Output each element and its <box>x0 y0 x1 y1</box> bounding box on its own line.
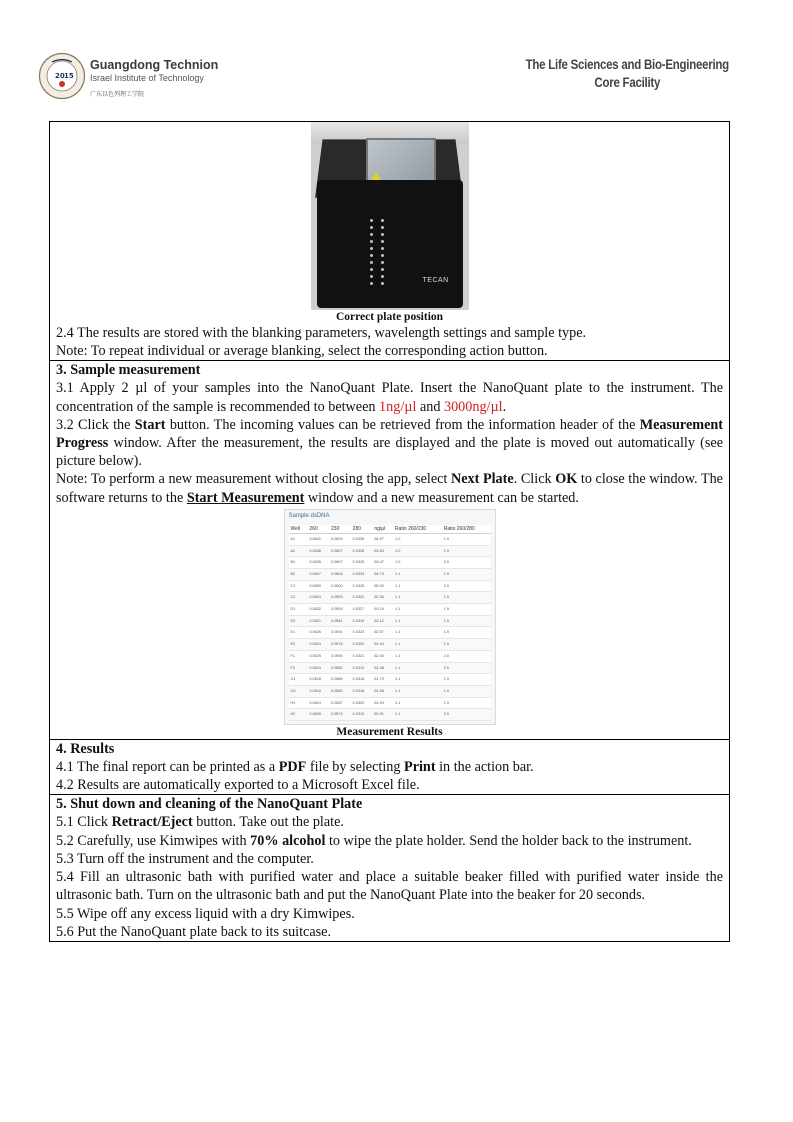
results-cell: 0.0626 <box>307 627 329 639</box>
measurement-results-screenshot <box>284 509 496 725</box>
step-5-6: 5.6 Put the NanoQuant plate back to its suitcase. <box>56 923 332 940</box>
section-shutdown <box>50 794 729 940</box>
results-row <box>289 674 491 686</box>
step-2-4: 2.4 The results are stored with the blanking parameters, wavelength settings and sample type. <box>56 325 587 341</box>
svg-text:20: 20 <box>55 72 65 80</box>
results-cell: 0.0594 <box>329 650 351 662</box>
results-cell: 0.0312 <box>351 662 373 674</box>
results-cell: E1 <box>289 627 308 639</box>
results-col-header: Well <box>289 525 308 534</box>
results-cell: 0.0636 <box>307 545 329 557</box>
institution-logo <box>38 52 86 100</box>
results-row <box>289 545 491 557</box>
results-cell: 0.0582 <box>329 685 351 697</box>
results-cell: 0.0593 <box>329 592 351 604</box>
blanking-note: Note: To repeat individual or average blanking, select the corresponding action button. <box>56 343 548 360</box>
results-cell: 61.58 <box>372 685 393 697</box>
results-cell: 61.90 <box>372 697 393 709</box>
results-cell: 0.0632 <box>307 604 329 616</box>
results-cell: 1.1 <box>393 697 442 709</box>
results-cell: B1 <box>289 557 308 569</box>
results-cell: 65.90 <box>372 580 393 592</box>
results-row <box>289 568 491 580</box>
results-cell: 0.0618 <box>307 674 329 686</box>
results-cell: 1.9 <box>442 685 491 697</box>
results-cell: 0.0325 <box>351 580 373 592</box>
results-cell: H1 <box>289 697 308 709</box>
results-cell: 61.94 <box>372 639 393 651</box>
results-cell: 0.0585 <box>329 674 351 686</box>
results-cell: 1.0 <box>393 557 442 569</box>
results-cell: 63.19 <box>372 604 393 616</box>
results-cell: 0.0609 <box>307 709 329 721</box>
section-5-title: 5. Shut down and cleaning of the NanoQuant Plate <box>56 796 363 813</box>
results-cell: 0.0641 <box>307 533 329 545</box>
results-cell: 0.0320 <box>351 697 373 709</box>
results-cell: D2 <box>289 615 308 627</box>
results-cell: E2 <box>289 639 308 651</box>
section-results <box>50 739 729 794</box>
concentration-max: 3000ng/µl <box>443 398 503 415</box>
results-cell: 0.0621 <box>307 615 329 627</box>
results-cell: A1 <box>289 533 308 545</box>
results-cell: 1.9 <box>442 568 491 580</box>
results-row <box>289 709 491 721</box>
results-cell: 0.0635 <box>307 557 329 569</box>
results-cell: 0.0582 <box>329 662 351 674</box>
results-cell: 0.0318 <box>351 674 373 686</box>
results-cell: 0.0607 <box>329 557 351 569</box>
section-4-title: 4. Results <box>56 741 115 758</box>
results-row <box>289 580 491 592</box>
results-cell: 1.1 <box>393 580 442 592</box>
results-row <box>289 697 491 709</box>
results-cell: 0.0328 <box>351 545 373 557</box>
plate-wells <box>366 217 388 289</box>
svg-text:15: 15 <box>64 72 74 80</box>
results-cell: 64.73 <box>372 568 393 580</box>
results-cell: 1.1 <box>393 674 442 686</box>
results-cell: 0.0316 <box>351 685 373 697</box>
step-3-2: 3.2 Click the Start button. The incoming values can be retrieved from the information header of the Measurement Progress window. After the measurement, the results are displayed and the plate is moved out automatically (see picture below). <box>56 416 723 470</box>
results-row <box>289 557 491 569</box>
results-cell: 0.0319 <box>351 615 373 627</box>
results-cell: 1.9 <box>442 627 491 639</box>
section-3-title: 3. Sample measurement <box>56 362 201 379</box>
results-cell: 0.0604 <box>329 568 351 580</box>
facility-title-line2: Core Facility <box>594 74 661 90</box>
results-cell: 1.9 <box>442 604 491 616</box>
results-cell: 63.63 <box>372 545 393 557</box>
results-cell: 62.57 <box>372 627 393 639</box>
results-col-header: 280 <box>351 525 373 534</box>
protocol-table <box>49 121 730 942</box>
results-cell: 0.0573 <box>329 709 351 721</box>
results-cell: 1.9 <box>442 639 491 651</box>
results-cell: 0.0310 <box>351 709 373 721</box>
results-cell: 1.1 <box>393 685 442 697</box>
results-row <box>289 685 491 697</box>
results-cell: 0.0578 <box>329 639 351 651</box>
step-3-1: 3.1 Apply 2 µl of your samples into the NanoQuant Plate. Insert the NanoQuant plate to the instrument. The concentration of the sample is recommended to between 1ng/µl and 3000ng/µl. <box>56 380 723 415</box>
results-cell: 1.9 <box>442 674 491 686</box>
facility-title <box>526 55 729 91</box>
step-5-5: 5.5 Wipe off any excess liquid with a dry Kimwipes. <box>56 905 355 922</box>
results-cell: F1 <box>289 650 308 662</box>
results-cell: 2.0 <box>442 709 491 721</box>
results-col-header: 260 <box>307 525 329 534</box>
results-cell: 61.79 <box>372 674 393 686</box>
results-cell: 61.48 <box>372 662 393 674</box>
measurement-note: Note: To perform a new measurement without closing the app, select Next Plate. Click OK to close the window. The software returns to the Start Measurement window and a new measurement can be started. <box>56 471 723 506</box>
results-cell: 1.1 <box>393 650 442 662</box>
figure2-caption: Measurement Results <box>336 726 443 739</box>
results-cell: H2 <box>289 709 308 721</box>
results-cell: 2.0 <box>442 662 491 674</box>
concentration-min: 1ng/µl <box>379 398 417 415</box>
results-cell: B2 <box>289 568 308 580</box>
results-cell: A2 <box>289 545 308 557</box>
step-5-3: 5.3 Turn off the instrument and the computer. <box>56 850 314 867</box>
results-cell: 1.1 <box>393 709 442 721</box>
results-cell: 1.1 <box>393 615 442 627</box>
results-cell: C2 <box>289 592 308 604</box>
results-row <box>289 639 491 651</box>
step-4-1: 4.1 The final report can be printed as a PDF file by selecting Print in the action bar. <box>56 759 534 776</box>
results-col-header: Ratio 260/280 <box>442 525 491 534</box>
results-cell: 1.9 <box>442 533 491 545</box>
results-cell: 1.0 <box>393 545 442 557</box>
results-cell: 0.0325 <box>351 557 373 569</box>
results-row <box>289 592 491 604</box>
results-cell: 1.9 <box>442 615 491 627</box>
org-chinese-name: 广东以色列理工学院 <box>90 91 145 98</box>
results-cell: 2.0 <box>442 557 491 569</box>
results-row <box>289 650 491 662</box>
results-cell: 0.0333 <box>351 568 373 580</box>
results-cell: G2 <box>289 685 308 697</box>
results-cell: 0.0600 <box>329 580 351 592</box>
results-cell: 62.12 <box>372 615 393 627</box>
step-5-2: 5.2 Carefully, use Kimwipes with 70% alcohol to wipe the plate holder. Send the holder back to the instrument. <box>56 832 692 849</box>
results-cell: 62.36 <box>372 592 393 604</box>
results-cell: 0.0320 <box>351 639 373 651</box>
section-blanking <box>50 122 729 360</box>
facility-title-line1: The Life Sciences and Bio-Engineering <box>525 56 729 72</box>
results-cell: 60.91 <box>372 709 393 721</box>
results-cell: 0.0591 <box>329 627 351 639</box>
results-table <box>289 525 491 721</box>
results-cell: 2.0 <box>442 650 491 662</box>
results-cell: 0.0322 <box>351 592 373 604</box>
results-cell: 0.0327 <box>351 604 373 616</box>
plate-brand: TECAN <box>422 277 449 284</box>
section-sample-measurement <box>50 360 729 739</box>
results-title: Sample dsDNA <box>288 512 330 519</box>
results-cell: 1.1 <box>393 592 442 604</box>
institution-name-block <box>90 58 218 98</box>
results-cell: 64.07 <box>372 533 393 545</box>
org-name: Guangdong Technion <box>90 58 219 72</box>
results-cell: 1.9 <box>442 697 491 709</box>
step-4-2: 4.2 Results are automatically exported to a Microsoft Excel file. <box>56 777 420 794</box>
results-row <box>289 627 491 639</box>
results-col-header: 230 <box>329 525 351 534</box>
results-row <box>289 615 491 627</box>
plate-position-photo <box>311 122 469 310</box>
results-cell: C1 <box>289 580 308 592</box>
results-cell: 0.0581 <box>329 615 351 627</box>
results-cell: 63.47 <box>372 557 393 569</box>
results-cell: 2.0 <box>442 580 491 592</box>
results-cell: 0.0625 <box>307 650 329 662</box>
results-cell: 0.0335 <box>351 533 373 545</box>
results-cell: 1.9 <box>442 545 491 557</box>
results-row <box>289 662 491 674</box>
results-cell: 62.54 <box>372 650 393 662</box>
step-5-4: 5.4 Fill an ultrasonic bath with purified water and place a suitable beaker filled with purified water inside the ultrasonic bath. Turn on the ultrasonic bath and put the NanoQuant Plate into the beaker for 20 seconds. <box>56 869 723 904</box>
results-cell: 0.0615 <box>307 662 329 674</box>
results-cell: 0.0593 <box>329 604 351 616</box>
results-cell: G1 <box>289 674 308 686</box>
results-cell: 1.0 <box>393 533 442 545</box>
results-cell: 0.0624 <box>307 592 329 604</box>
results-cell: D1 <box>289 604 308 616</box>
results-cell: F2 <box>289 662 308 674</box>
results-cell: 1.1 <box>393 639 442 651</box>
results-cell: 1.1 <box>393 662 442 674</box>
figure1-caption: Correct plate position <box>335 311 444 323</box>
results-cell: 0.0323 <box>351 627 373 639</box>
results-cell: 1.1 <box>393 627 442 639</box>
org-subtitle: Israel Institute of Technology <box>90 73 204 83</box>
results-cell: 1.1 <box>393 604 442 616</box>
step-5-1: 5.1 Click Retract/Eject button. Take out the plate. <box>56 814 344 831</box>
results-cell: 0.0607 <box>329 545 351 557</box>
results-cell: 0.0587 <box>329 697 351 709</box>
results-cell: 0.0659 <box>307 580 329 592</box>
results-cell: 0.0647 <box>307 568 329 580</box>
results-cell: 1.1 <box>393 568 442 580</box>
results-cell: 0.0619 <box>307 639 329 651</box>
results-row <box>289 533 491 545</box>
results-cell: 1.9 <box>442 592 491 604</box>
results-cell: 0.0629 <box>329 533 351 545</box>
results-cell: 0.0616 <box>307 685 329 697</box>
results-cell: 0.0321 <box>351 650 373 662</box>
results-cell: 0.0619 <box>307 697 329 709</box>
results-col-header: ng/µl <box>372 525 393 534</box>
results-col-header: Ratio 260/230 <box>393 525 442 534</box>
results-row <box>289 604 491 616</box>
